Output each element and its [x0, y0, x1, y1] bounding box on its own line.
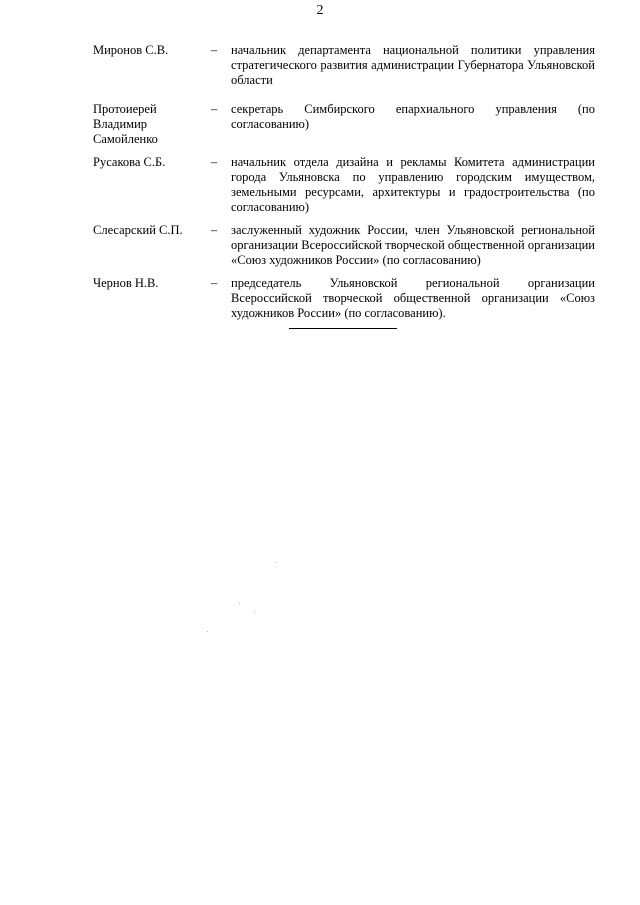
- member-dash: –: [211, 43, 218, 57]
- member-row: [93, 43, 595, 88]
- member-dash: –: [211, 223, 218, 237]
- member-row: [93, 223, 595, 268]
- scan-speck: [239, 603, 240, 604]
- members-list: [93, 43, 595, 321]
- member-row: [93, 102, 595, 147]
- member-dash: –: [211, 155, 218, 169]
- member-dash: –: [211, 276, 218, 290]
- member-role: начальник департамента национальной политики управления стратегического развития администрации Губернатора Ульяновской области: [231, 43, 595, 87]
- page-number: 2: [316, 3, 324, 18]
- member-name: Слесарский С.П.: [93, 223, 183, 237]
- member-role: секретарь Симбирского епархиального управления (по согласованию): [231, 102, 595, 131]
- member-name: Чернов Н.В.: [93, 276, 159, 290]
- member-name: Русакова С.Б.: [93, 155, 166, 169]
- end-of-list-rule: [289, 328, 397, 329]
- member-name: Миронов С.В.: [93, 43, 169, 57]
- member-row: [93, 155, 595, 215]
- member-role: заслуженный художник России, член Ульяновской региональной организации Всероссийской творческой общественной организации «Союз художников России» (по согласованию): [231, 223, 595, 267]
- scan-speck: [207, 631, 208, 632]
- member-row: [93, 276, 595, 321]
- scan-speck: [276, 562, 277, 563]
- member-dash: –: [211, 102, 218, 116]
- member-name: Протоиерей Владимир Самойленко: [93, 102, 158, 146]
- member-role: председатель Ульяновской региональной организации Всероссийской творческой общественной организации «Союз художников России» (по согласованию).: [231, 276, 595, 320]
- member-role: начальник отдела дизайна и рекламы Комитета администрации города Ульяновска по управлению городским имуществом, земельными ресурсами, архитектуры и градостроительства (по согласованию): [231, 155, 595, 214]
- scan-speck: [254, 611, 255, 612]
